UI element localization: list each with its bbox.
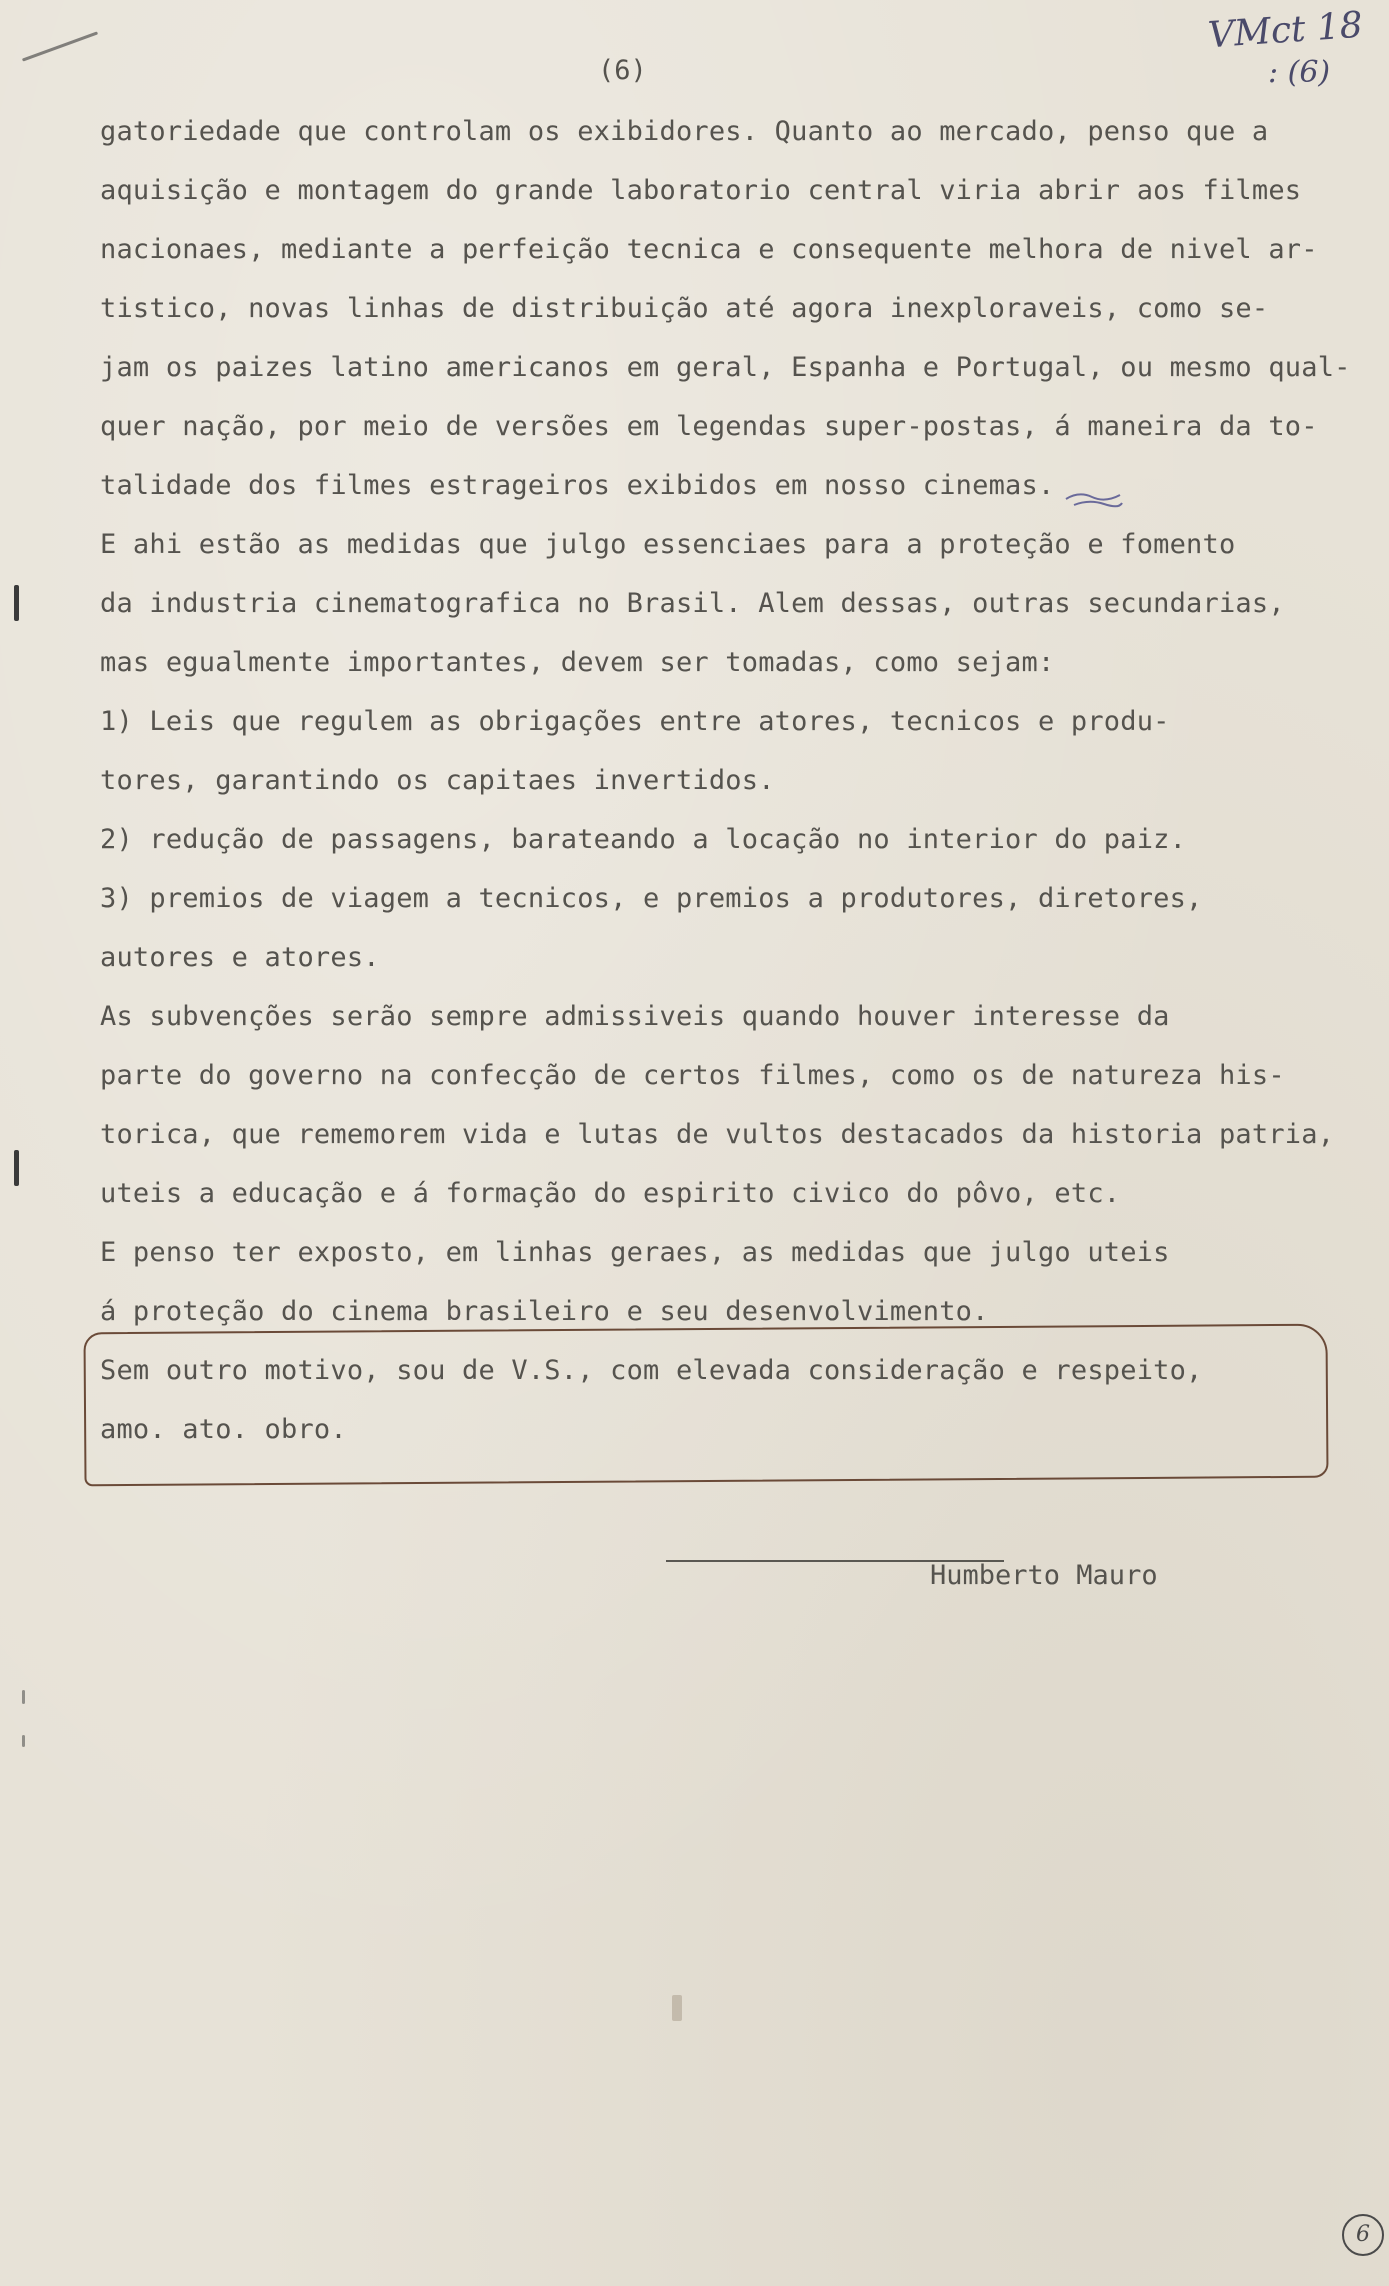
body-line: tores, garantindo os capitaes invertidos. — [100, 765, 775, 796]
handdrawn-closing-box — [83, 1324, 1328, 1487]
signatory-name: Humberto Mauro — [930, 1560, 1158, 1591]
pen-squiggle-mark — [1064, 487, 1124, 509]
archive-code-annotation: VMct 18 — [1206, 4, 1364, 57]
body-line: quer nação, por meio de versões em legendas super-postas, á maneira da to- — [100, 411, 1318, 442]
archive-page-annotation: : (6) — [1268, 55, 1331, 90]
binding-hole-mark — [14, 1150, 19, 1186]
body-line: 2) redução de passagens, barateando a locação no interior do paiz. — [100, 824, 1187, 855]
body-line: tistico, novas linhas de distribuição até agora inexploraveis, como se- — [100, 293, 1269, 324]
body-line: uteis a educação e á formação do espirito civico do pôvo, etc. — [100, 1178, 1121, 1209]
paper-stain — [672, 1995, 682, 2021]
body-line: Sem outro motivo, sou de V.S., com elevada consideração e respeito, — [100, 1355, 1203, 1386]
body-line: mas egualmente importantes, devem ser tomadas, como sejam: — [100, 647, 1055, 678]
paper-scratch — [22, 31, 98, 61]
body-line: autores e atores. — [100, 942, 380, 973]
body-line: gatoriedade que controlam os exibidores. Quanto ao mercado, penso que a — [100, 116, 1269, 147]
body-line: nacionaes, mediante a perfeição tecnica e consequente melhora de nivel ar- — [100, 234, 1318, 265]
binding-hole-mark — [14, 585, 19, 621]
body-line: aquisição e montagem do grande laboratorio central viria abrir aos filmes — [100, 175, 1302, 206]
paper-speck — [22, 1735, 25, 1747]
body-line: E ahi estão as medidas que julgo essenciaes para a proteção e fomento — [100, 529, 1236, 560]
corner-page-number: 6 — [1342, 2214, 1384, 2256]
body-line: 1) Leis que regulem as obrigações entre atores, tecnicos e produ- — [100, 706, 1170, 737]
body-line: talidade dos filmes estrageiros exibidos em nosso cinemas. — [100, 470, 1055, 501]
body-line: á proteção do cinema brasileiro e seu desenvolvimento. — [100, 1296, 989, 1327]
body-line: da industria cinematografica no Brasil. Alem dessas, outras secundarias, — [100, 588, 1285, 619]
page-number: (6) — [598, 55, 647, 86]
body-line: E penso ter exposto, em linhas geraes, as medidas que julgo uteis — [100, 1237, 1170, 1268]
body-line: amo. ato. obro. — [100, 1414, 347, 1445]
body-line: parte do governo na confecção de certos filmes, como os de natureza his- — [100, 1060, 1285, 1091]
body-line: jam os paizes latino americanos em geral, Espanha e Portugal, ou mesmo qual- — [100, 352, 1351, 383]
body-line: torica, que rememorem vida e lutas de vultos destacados da historia patria, — [100, 1119, 1335, 1150]
body-line: 3) premios de viagem a tecnicos, e premios a produtores, diretores, — [100, 883, 1203, 914]
paper-speck — [22, 1690, 25, 1704]
body-line: As subvenções serão sempre admissiveis quando houver interesse da — [100, 1001, 1170, 1032]
